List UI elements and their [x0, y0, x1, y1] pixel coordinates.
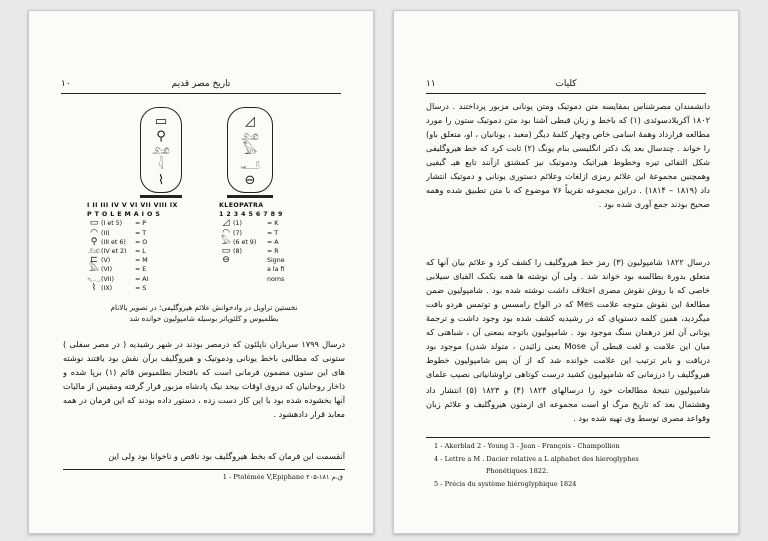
- ptolemaios-sign-row: [87, 238, 178, 247]
- hieroglyph-egg-icon: ⊖: [244, 173, 256, 189]
- sign-code: (VI): [101, 266, 113, 274]
- kleopatra-name: KLEOPATRA: [219, 202, 264, 209]
- ptolemaios-sign-row: [87, 275, 178, 284]
- sign-val: = A: [267, 238, 279, 246]
- hieroglyph-square-icon: ▭: [154, 113, 168, 129]
- sign-val: = T: [135, 229, 147, 237]
- left-running-title: تاریخ مصر قدیم: [171, 79, 231, 89]
- hieroglyph-sign-icon: ▭: [89, 218, 99, 229]
- ptolemaios-sign-row: [87, 219, 178, 228]
- sign-val: a la fi: [267, 266, 285, 274]
- sign-code: (II): [101, 229, 110, 237]
- hieroglyph-sign-icon: 𓅃: [220, 236, 232, 247]
- hieroglyph-sign-icon: ◠: [90, 227, 98, 238]
- sign-code: (I et 5): [101, 220, 123, 228]
- kleopatra-numerals: 1 2 3 4 5 6 7 8 9: [219, 211, 283, 219]
- sign-code: (III et 6): [101, 238, 126, 246]
- sign-code: (IX): [101, 284, 113, 292]
- hieroglyph-sign-icon: ◠: [222, 227, 230, 238]
- sign-val: = L: [135, 248, 146, 256]
- left-paragraph-2: آنقسمت این فرمان که بخط هیروگلیف بود ناقص و ناخوانا بود ولی این: [108, 451, 345, 461]
- hieroglyph-sign-icon: 𓆑: [87, 273, 101, 284]
- sign-code: (8): [233, 248, 242, 256]
- cartouche-base: [140, 195, 182, 198]
- hieroglyph-reed-icon: 𓇋: [158, 158, 164, 174]
- hieroglyph-sign-icon: ▭: [221, 246, 231, 257]
- sign-val: = O: [135, 238, 148, 246]
- right-paragraph-1: دانشمندان مصرشناس بمقایسه متن دموتیک ومتن یونانی مزبور پرداختند . درسال ۱۸۰۲ آکربلادسوئدی (۱) که باخط و زبان قبطی آشنا بود متن دموتیک ستون را مورد مطالعه قرارداد وهمهٔ اسامی خاص وچهار کلمهٔ دیگر (معبد ، یونانیان ، او، متعلق باو) را خواند . چندسال بعد یک دکتر انگلیسی بنام یونگ (۲) ثابت کرد که خط هیروگلیفی شکل التفائی تیره وخطوط هیراتیک ودموتیک نیز کمشتق ازآنند تابع هیـ گیفیی وهمچنین مجموعهٔ این علائم رمزی ازلغات وعلائم دستوری یونانی و دموتیک انتشار داد (۱۸۱۹ – ۱۸۱۴) . دراین مجموعه تقریباً ۷۶ موضوع که با متن تطبیق شده وهمه صحیح بودند جمع آوری شده بود .: [426, 101, 710, 209]
- right-footnote-1: 1 - Akerblad 2 - Young 3 - Jean - François - Champollion: [434, 442, 620, 450]
- sign-code: (7): [233, 229, 242, 237]
- hieroglyph-hand-icon: 𓂝: [240, 158, 260, 174]
- hieroglyph-lion-icon: 𓃭: [241, 128, 259, 144]
- sign-val: = E: [135, 266, 147, 274]
- ptolemaios-sign-row: [87, 247, 178, 256]
- sign-code: (VII): [101, 275, 114, 283]
- sign-code: (6 et 9): [233, 238, 257, 246]
- sign-val: = K: [267, 220, 279, 228]
- ptolemaios-sign-table: [87, 201, 178, 293]
- ptolemaios-numerals: I II III IV V VI VII VIII IX: [87, 202, 178, 209]
- right-running-title: کلیات: [555, 79, 577, 89]
- hieroglyph-sign-icon: ⊏: [90, 255, 98, 266]
- sign-val: noms: [267, 275, 285, 283]
- footnote-rule: [63, 469, 345, 470]
- right-page: [393, 10, 739, 534]
- ptolemaios-sign-row: [87, 284, 178, 293]
- sign-val: = S: [135, 284, 147, 292]
- caption-line: بطلمیوس و کلئوپاتر بوسیله شامپولیون خوانده شد: [129, 314, 279, 323]
- cartouche-base: [227, 195, 273, 198]
- sign-val: Signe: [267, 257, 285, 265]
- sign-val: = R: [267, 248, 279, 256]
- hieroglyph-sign-icon: ⚲: [90, 236, 98, 247]
- left-page-number: ۱۰: [61, 79, 71, 89]
- hieroglyph-vulture-icon: 𓅃: [242, 143, 258, 159]
- left-paragraph-1: درسال ۱۷۹۹ سربازان ناپلئون که درمصر بودند در شهر رشیدیه ( در مصر سفلی ) ستونی که مطالبی باخط یونانی ودموتیک و هیروگلیف برآن نقش بود یافتند نوشته های این ستون مضمون فرمانی است که بافتخار بطلمیوس قائم (۱) برپا شده و ذاخار روحانیان که دروی اوقات بیحد نیک پادشاه مزبور قرار گرفته ومقیس از مالیات آنها بخشوده شده بود با این کار دست زده ، دستور داده بودند که این فرمان در همه معابد قرار دادهشود .: [63, 339, 345, 419]
- sign-val: = T: [267, 229, 279, 237]
- hieroglyph-basket-icon: ◿: [245, 113, 255, 129]
- kleopatra-sign-row: [219, 275, 287, 284]
- right-footnote-3: Phonétiques 1822.: [486, 467, 549, 475]
- sign-code: (V): [101, 257, 111, 265]
- right-page-header: [426, 79, 706, 93]
- footnote-rule: [426, 437, 710, 438]
- sign-val: = P: [135, 220, 147, 228]
- hieroglyph-sign-icon: ⊖: [222, 255, 230, 266]
- left-page-header: [61, 79, 341, 93]
- hieroglyph-sign-icon: 𓅓: [88, 264, 100, 275]
- left-footnote: 1 - Ptolémée V,Epiphane ۲۰۵-۱۸۱ ق.م: [222, 473, 343, 481]
- right-page-number: ۱۱: [426, 79, 436, 89]
- hieroglyph-sign-icon: ◿: [222, 218, 230, 229]
- figure-caption: [79, 302, 329, 324]
- right-paragraph-2: درسال ۱۸۲۲ شامپولیون (۳) رمز خط هیروگلیف را کشف کرد و علائم بیان آنها که متعلق بدورهٔ بطالسه بود خواند شد . ولی آن نوشته ها همه بکمک الفبای سیلابی خاصی که با روش نقوش مصری اختلاف داشت نوشته شده بود . شامپولیون ضمن مطالعهٔ این نقوش متوجه علامت Mes که در الواح رامسس و توتمس هردو بافت میگردید، همین کلمه دستوپای که در رشیدیه کشف شده بود وجود داشت و ترجمهٔ یونانی آن لغز درهمان سنگ موجود بود . شامپولیون باتوجه بمعنی آن ، شباهتی که میان این علامت و لغت قبطی آن Mose یعنی زائیدن ، متولد شدن) موجود بود دریافت و بابر ترتیب این علامت خوانده شد که از آن پس شامپولیون خطوط هیروگلیف را درزمانی که شامپولیون کشید درست کوتاهی تراوشانیاتی نصیب علمای: [426, 257, 710, 379]
- ptolemaios-cartouche: [140, 107, 182, 193]
- header-rule: [61, 93, 341, 94]
- sign-code: (IV et 2): [101, 248, 127, 256]
- ptolemaios-sign-row: [87, 229, 178, 238]
- right-paragraph-3: شامپولیون نتیجهٔ مطالعات خود را درسالهای ۱۸۲۴ (۴) و ۱۸۲۳ (۵) انتشار داد وهشتمال بعد که تاریخ مرگ او است مجموعه ای ازمتون هیروگلیف و علائم زبان وقواعد مصری توسط وی تهیه شده بود .: [426, 385, 710, 423]
- kleopatra-cartouche: [227, 107, 273, 193]
- right-footnote-4: 5 - Précis du système hiéroglyphique 1824: [434, 480, 577, 488]
- header-rule: [426, 93, 706, 94]
- hieroglyph-sign-icon: ⌇: [91, 282, 97, 293]
- kleopatra-sign-row: [219, 256, 287, 265]
- sign-val: = AI: [135, 275, 149, 283]
- sign-val: = M: [135, 257, 148, 265]
- hieroglyph-loop-icon: ⚲: [156, 128, 166, 144]
- right-footnote-2: 4 - Lettre a M . Dacier relative a L alphabet des hieroglyphes: [434, 455, 639, 463]
- hieroglyph-fold-icon: ⌇: [157, 173, 165, 189]
- hieroglyph-sign-icon: 𓃭: [87, 246, 101, 257]
- caption-line: نخستین تراویل در وادخوانش علائم هیروگلیفی؛ در تصویر بالانام: [110, 303, 298, 312]
- hieroglyph-lion-icon: 𓃭: [152, 143, 170, 159]
- left-page: [28, 10, 374, 534]
- kleopatra-sign-table: [219, 201, 287, 284]
- sign-code: (1): [233, 220, 242, 228]
- kleopatra-sign-row: [219, 265, 287, 274]
- ptolemaios-sign-row: [87, 256, 178, 265]
- ptolemaios-name: P T O L E M A I O S: [87, 211, 161, 219]
